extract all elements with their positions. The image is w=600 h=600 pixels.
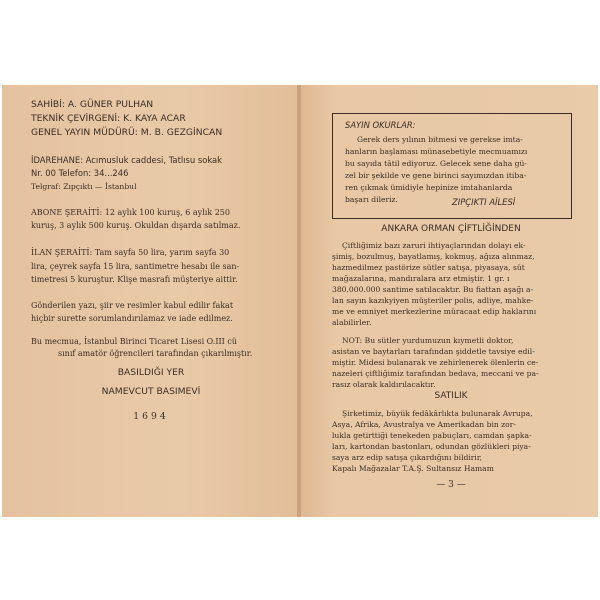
farm-p2-line-3: miştir. Midesi bulanarak ve zehirlenerek ölenlerin ce- bbox=[332, 358, 539, 367]
farm-heading: ANKARA ORMAN ÇİFTLİĞİNDEN bbox=[381, 224, 521, 234]
sale-line-2: Asya, Afrika, Avustralya ve Amerikadan bin zor- bbox=[332, 420, 516, 429]
farm-p1-line-3: hazmedilmez pastörize sütler satışa, piyasaya, süt bbox=[332, 263, 525, 272]
printed-label: BASILDIĞI YER bbox=[117, 367, 185, 378]
office-line-2: Nr. 00 Telefon: 34...246 bbox=[31, 168, 129, 178]
farm-p2-line-4: nazeleri çiftliğimiz tarafından bedava, meccani ve pa- bbox=[332, 369, 539, 378]
page-number: — 3 — bbox=[436, 480, 466, 490]
subscription-line-1: ABONE ŞERAİTİ: 12 aylık 100 kuruş, 6 aylık 250 bbox=[31, 208, 230, 217]
office-line-1: İDAREHANE: Acımusluk caddesi, Tatlısu sokak bbox=[31, 155, 223, 165]
magazine-line-1: Bu mecmua, İstanbul Birinci Ticaret Lisesi O.III cü bbox=[31, 337, 237, 346]
editor-line: GENEL YAYIN MÜDÜRÜ: M. B. GEZGİNCAN bbox=[31, 127, 223, 138]
owner-line: SAHİBİ: A. GÜNER PULHAN bbox=[31, 99, 154, 110]
sale-line-3: lukla getirttiği tenekeden pabuçları, camdan şapka- bbox=[332, 431, 532, 440]
notice-line-3: bu sayıda tâtil ediyoruz. Gelecek sene daha gü- bbox=[345, 159, 527, 168]
ad-line-3: timetresi 5 kuruştur. Klişe masrafı müşteriye aittir. bbox=[31, 275, 238, 284]
farm-p1-line-5: 380.000.000 santime satılacaktır. Bu fiattan aşağı a- bbox=[332, 285, 534, 294]
ad-line-2: lira, çeyrek sayfa 15 lira, santimetre hesabı ile san- bbox=[31, 262, 240, 271]
print-year: 1694 bbox=[133, 411, 169, 422]
subscription-line-2: kuruş, 3 aylık 500 kuruş. Okuldan dışarda satılmaz. bbox=[31, 221, 241, 230]
magazine-line-2: sınıf amatör öğrencileri tarafından çıkarılmıştır. bbox=[58, 349, 253, 358]
sale-line-1: Şirketimiz, büyük fedâkârlıkta bulunarak Avrupa, bbox=[342, 409, 533, 418]
notice-line-2: hanların başlaması münasebetiyle mecmuamızı bbox=[345, 147, 528, 156]
farm-p1-line-2: şimiş, bozulmuş, bayatlamış, kokmuş, ağıza alınmaz, bbox=[332, 252, 535, 261]
notice-line-5: ren çıkmak ümidiyle hepinize imtahanlarda bbox=[345, 183, 513, 192]
farm-p1-line-6: lan sayın kazıkyiyen müşteriler polis, adliye, mahke- bbox=[332, 296, 534, 305]
telegraph-line: Telgraf: Zıpçıktı — İstanbul bbox=[31, 182, 137, 191]
farm-p2-line-2: asistan ve baytarları tarafından şiddetle tavsiye edil- bbox=[332, 347, 535, 356]
notice-title: SAYIN OKURLAR: bbox=[345, 120, 416, 130]
farm-p1-line-1: Çiftliğimiz bazı zaruri ihtiyaçlarından dolayı ek- bbox=[342, 241, 526, 250]
notice-line-6: başarı dileriz. bbox=[345, 195, 398, 204]
notice-line-4: zel bir şekilde ve gene birinci sayımızdan itiba- bbox=[345, 171, 527, 180]
note-line-1: Gönderilen yazı, şiir ve resimler kabul edilir fakat bbox=[31, 301, 234, 310]
farm-p1-line-4: mağazalarına, mandıralara arz etmiştir. 1 gr. ı bbox=[332, 274, 510, 283]
farm-p2-line-1: NOT: Bu sütler yurdumuzun kıymetli doktor, bbox=[342, 336, 514, 345]
printer-name: NAMEVCUT BASIMEVİ bbox=[101, 386, 201, 397]
farm-p1-line-8: alabilirler. bbox=[332, 318, 372, 327]
sale-heading: SATILIK bbox=[434, 391, 468, 401]
technical-line: TEKNİK ÇEVİRGENİ: K. KAYA ACAR bbox=[31, 113, 186, 124]
page-gutter bbox=[297, 85, 301, 517]
notice-signature: ZIPÇIKTI AİLESİ bbox=[452, 197, 516, 207]
sale-line-5: saya arz edip satışa çıkardığını bildirir, bbox=[332, 453, 483, 462]
farm-p1-line-7: me ve emniyet merkezlerine müracaat edip haklarını bbox=[332, 307, 537, 316]
sale-line-4: ları, kartondan bastonları, odundan gözlükleri piya- bbox=[332, 442, 531, 451]
sale-line-6: Kapalı Mağazalar T.A.Ş. Sultansız Hamam bbox=[332, 464, 494, 473]
farm-p2-line-5: rasız olarak kaldırılacaktır. bbox=[332, 380, 436, 389]
note-line-2: hiçbir surette sorumlandırılamaz ve iade edilmez. bbox=[31, 314, 233, 323]
notice-line-1: Gerek ders yılının bitmesi ve gerekse imta- bbox=[357, 135, 523, 144]
ad-line-1: İLAN ŞERAİTİ: Tam sayfa 50 lira, yarım sayfa 30 bbox=[31, 248, 230, 257]
